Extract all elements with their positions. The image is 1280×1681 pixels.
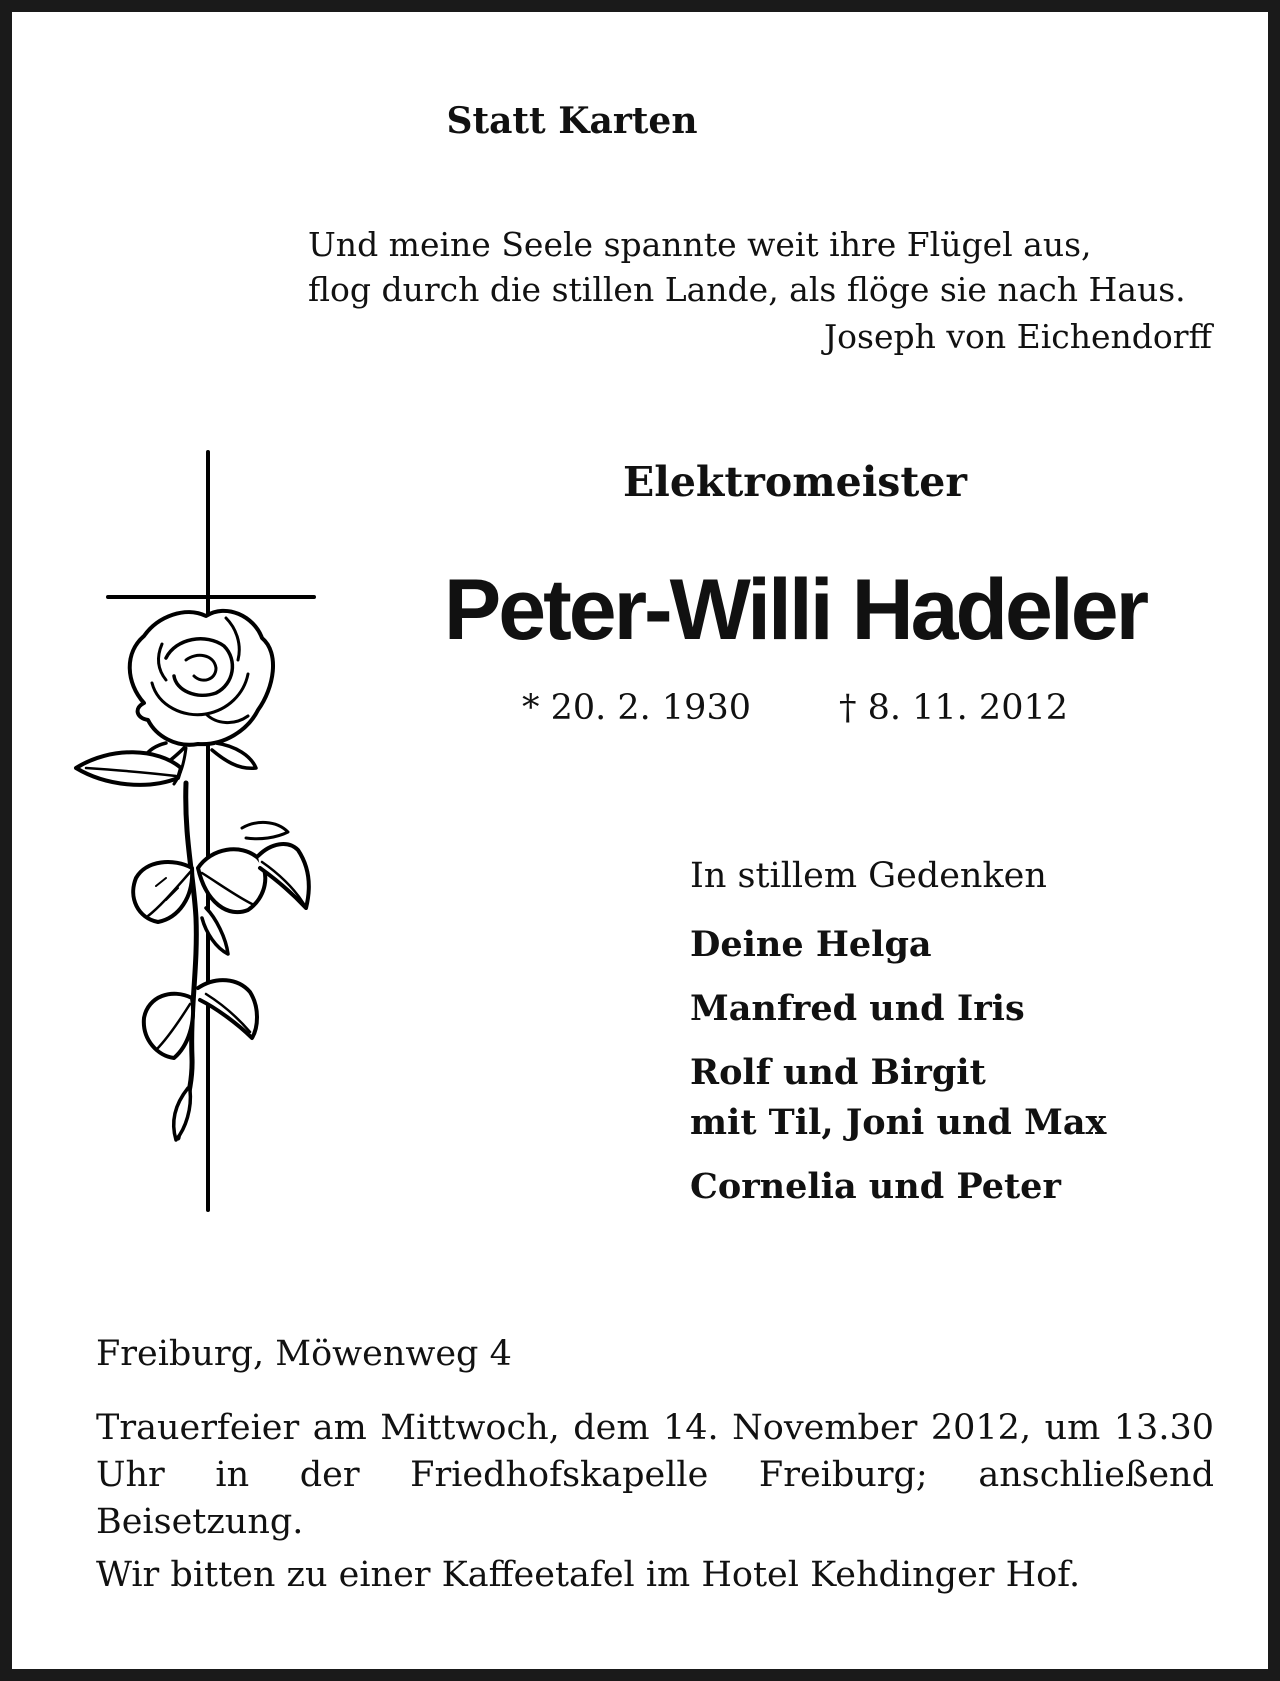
family-address: Freiburg, Möwenweg 4 bbox=[96, 1334, 512, 1374]
poem-quote bbox=[308, 222, 1212, 359]
mourner-line: Cornelia und Peter bbox=[690, 1166, 1061, 1207]
quote-author: Joseph von Eichendorff bbox=[823, 317, 1212, 356]
mourning-intro: In stillem Gedenken bbox=[690, 856, 1047, 896]
mourner-line: Manfred und Iris bbox=[690, 988, 1025, 1029]
quote-line-2: flog durch die stillen Lande, als flöge sie nach Haus. bbox=[308, 270, 1186, 309]
funeral-invitation: Wir bitten zu einer Kaffeetafel im Hotel Kehdinger Hof. bbox=[96, 1555, 1081, 1595]
cross-with-rose-icon bbox=[66, 448, 336, 1218]
birth-date: * 20. 2. 1930 bbox=[521, 688, 751, 728]
funeral-information bbox=[96, 1405, 1214, 1599]
mourners-block bbox=[690, 854, 1230, 1226]
mourner-line-secondary: mit Til, Joni und Max bbox=[690, 1102, 1107, 1143]
death-date: † 8. 11. 2012 bbox=[839, 688, 1069, 728]
quote-line-1: Und meine Seele spannte weit ihre Flügel aus, bbox=[308, 225, 1092, 264]
deceased-name: Peter-Willi Hadeler bbox=[443, 562, 1147, 658]
deceased-profession: Elektromeister bbox=[623, 458, 967, 506]
mourner-line: Deine Helga bbox=[690, 924, 932, 965]
header-text: Statt Karten bbox=[446, 100, 698, 142]
mourner-line: Rolf und Birgit bbox=[690, 1052, 986, 1093]
mourner-entry bbox=[690, 1048, 1230, 1148]
mourner-entry bbox=[690, 920, 1230, 970]
header-statt-karten bbox=[12, 100, 1280, 142]
mourners-list bbox=[690, 920, 1230, 1212]
life-dates bbox=[378, 688, 1212, 728]
mourner-entry bbox=[690, 1162, 1230, 1212]
mourner-entry bbox=[690, 984, 1230, 1034]
funeral-text: Trauerfeier am Mittwoch, dem 14. November 2012, um 13.30 Uhr in der Friedhofskapelle Freiburg; anschließend Beisetzung. bbox=[96, 1408, 1214, 1542]
